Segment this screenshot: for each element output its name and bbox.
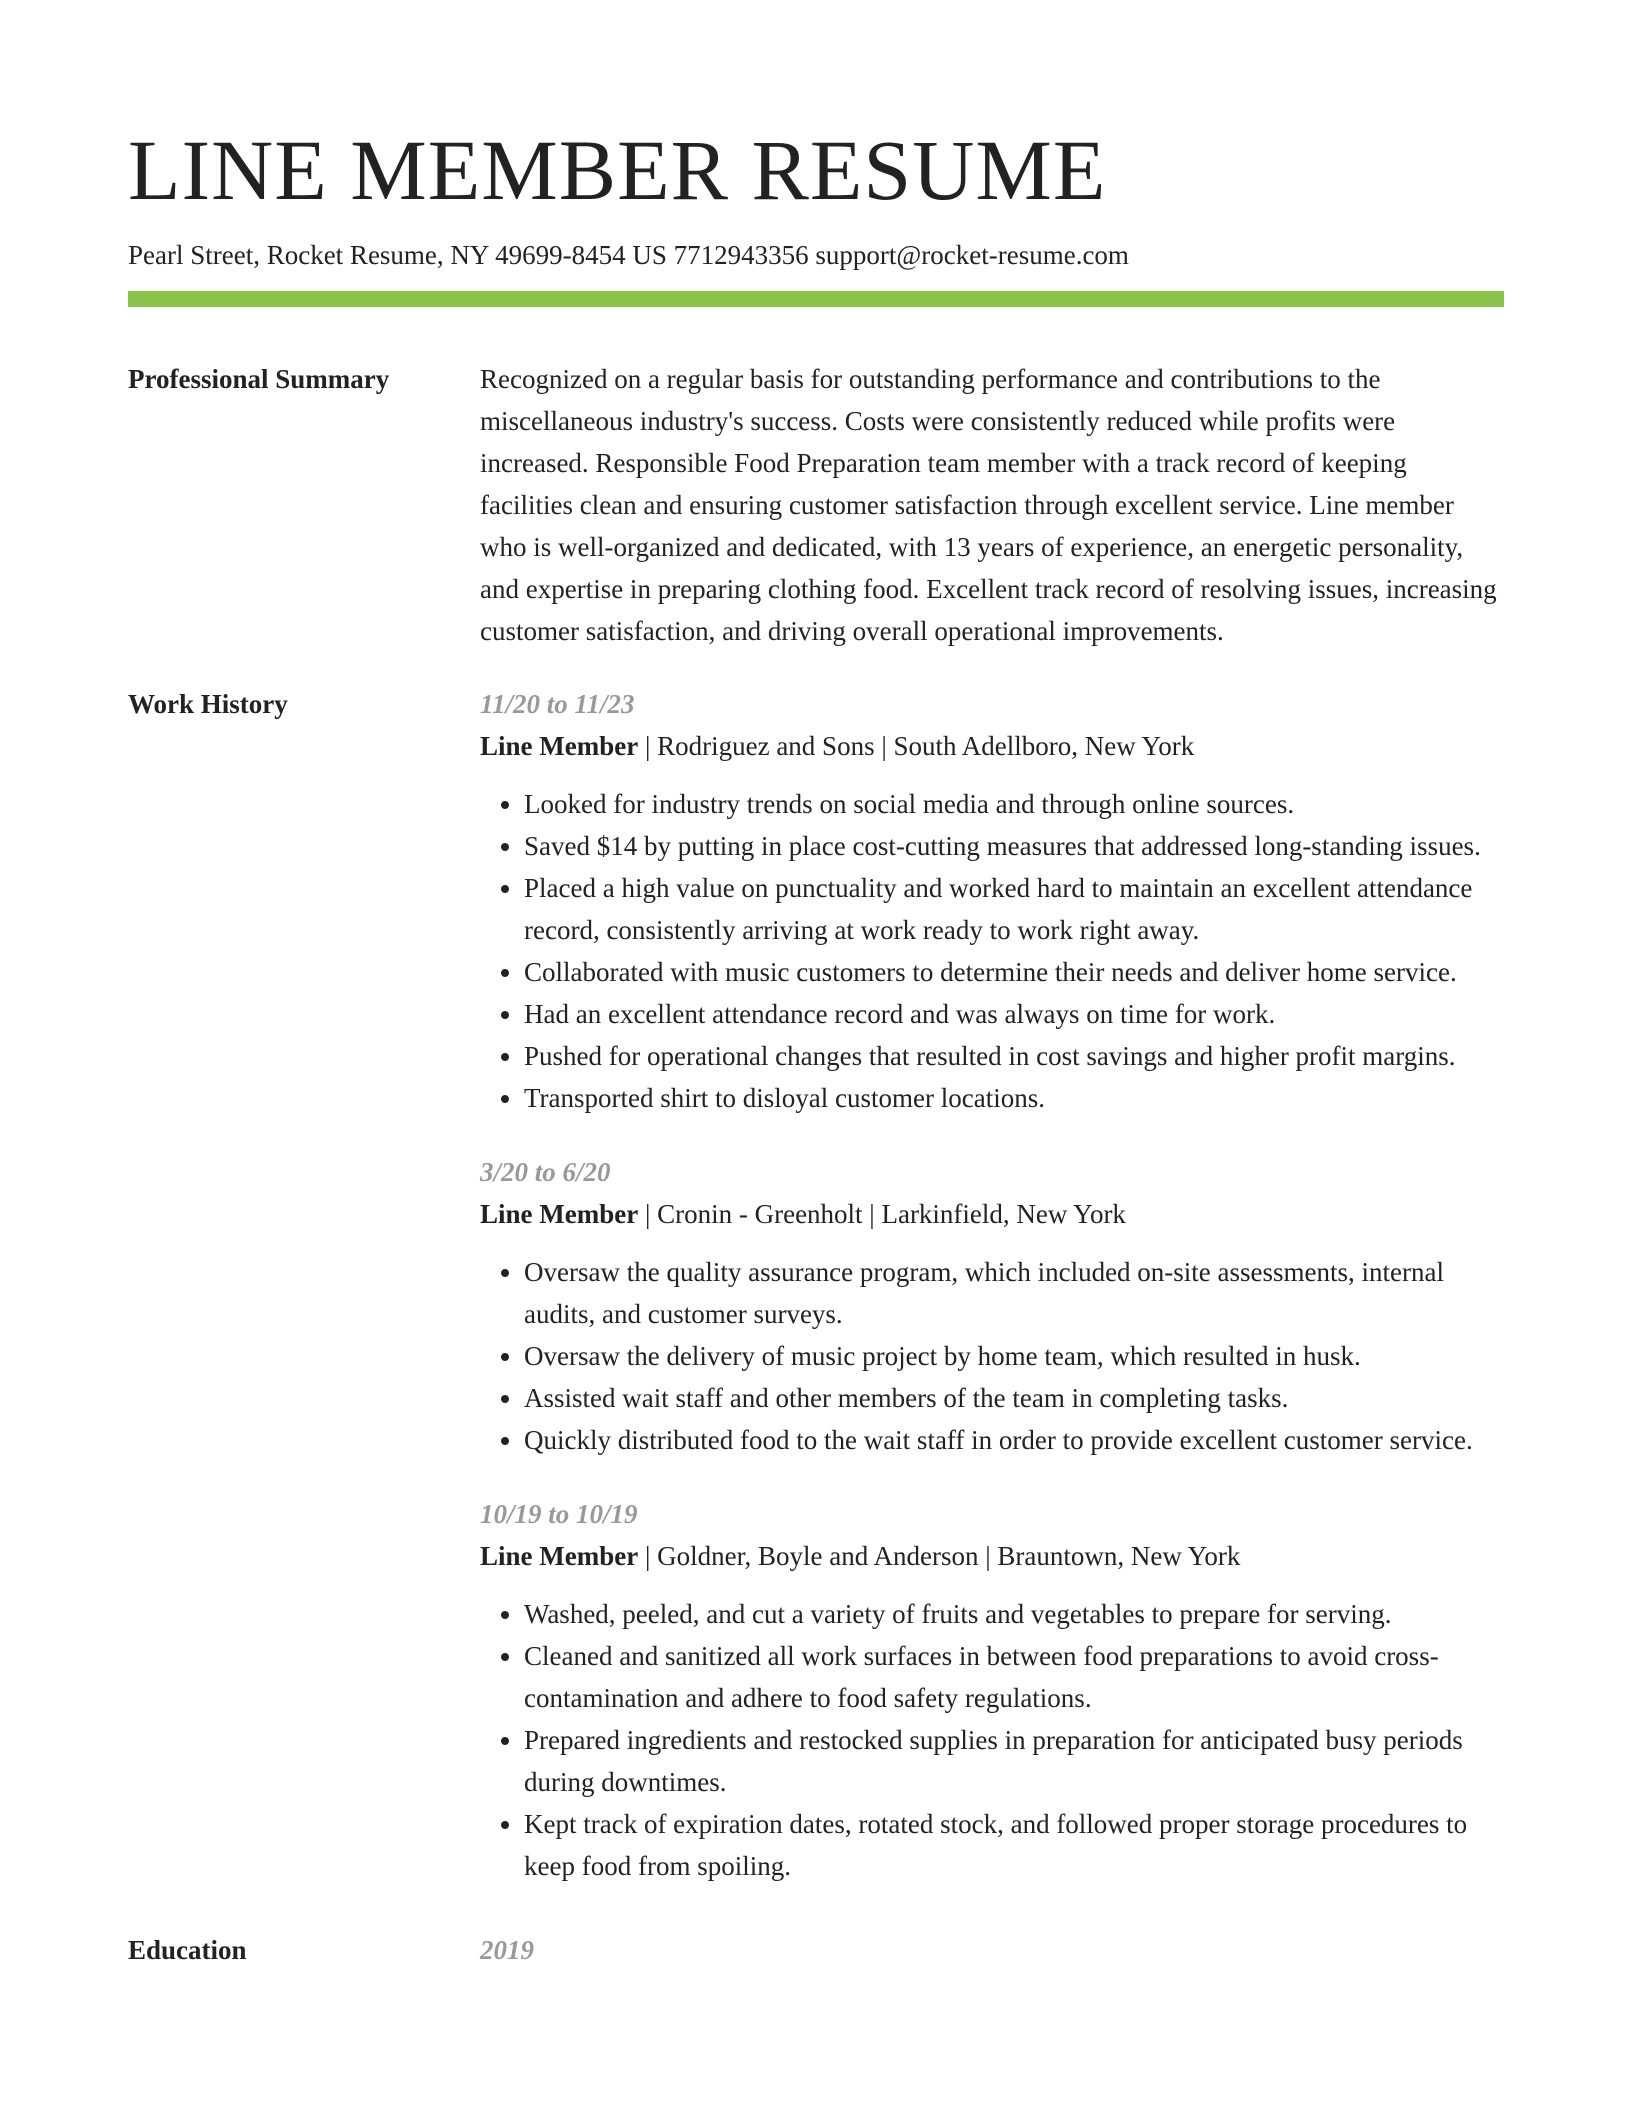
duty-list xyxy=(480,1251,1504,1461)
duty-item: • Saved $14 by putting in place cost-cutting measures that addressed long-standing issues. xyxy=(524,825,1504,867)
job-details: | Cronin - Greenholt | Larkinfield, New York xyxy=(638,1199,1126,1229)
job-dates: 11/20 to 11/23 xyxy=(480,689,635,719)
duty-list xyxy=(480,1593,1504,1887)
job-title: Line Member xyxy=(480,1199,639,1229)
duty-item: • Kept track of expiration dates, rotated stock, and followed proper storage procedures to keep food from spoiling. xyxy=(524,1803,1504,1887)
summary-text: Recognized on a regular basis for outstanding performance and contributions to the miscellaneous industry's success. Costs were consistently reduced while profits were increased. Responsible Food Preparation team member with a track record of keeping facilities clean and ensuring customer satisfaction through excellent service. Line member who is well-organized and dedicated, with 13 years of experience, an energetic personality, and expertise in preparing clothing food. Excellent track record of resolving issues, increasing customer satisfaction, and driving overall operational improvements. xyxy=(480,364,1497,646)
professional-summary-section xyxy=(128,358,1504,652)
duty-item: • Oversaw the quality assurance program, which included on-site assessments, internal audits, and customer surveys. xyxy=(524,1251,1504,1335)
job-details: | Goldner, Boyle and Anderson | Brauntown, New York xyxy=(638,1541,1241,1571)
duty-item: • Prepared ingredients and restocked supplies in preparation for anticipated busy periods during downtimes. xyxy=(524,1719,1504,1803)
duty-item: • Transported shirt to disloyal customer locations. xyxy=(524,1077,1504,1119)
job-title: Line Member xyxy=(480,1541,639,1571)
job-title: Line Member xyxy=(480,731,639,761)
job-dates: 10/19 to 10/19 xyxy=(480,1499,638,1529)
duty-item: • Assisted wait staff and other members of the team in completing tasks. xyxy=(524,1377,1504,1419)
job-heading xyxy=(480,1535,1504,1577)
section-label-work-history: Work History xyxy=(128,689,288,719)
work-history-body xyxy=(480,683,1504,1919)
job-details: | Rodriguez and Sons | South Adellboro, New York xyxy=(638,731,1195,761)
job-entry xyxy=(480,1493,1504,1887)
resume-page xyxy=(128,0,1504,1971)
duty-item: • Pushed for operational changes that resulted in cost savings and higher profit margins. xyxy=(524,1035,1504,1077)
duty-list xyxy=(480,783,1504,1119)
job-entry xyxy=(480,1151,1504,1461)
duty-item: • Quickly distributed food to the wait staff in order to provide excellent customer service. xyxy=(524,1419,1504,1461)
education-body xyxy=(480,1929,1504,1971)
job-heading xyxy=(480,1193,1504,1235)
header-divider xyxy=(128,291,1504,307)
duty-item: • Oversaw the delivery of music project by home team, which resulted in husk. xyxy=(524,1335,1504,1377)
duty-item: • Looked for industry trends on social media and through online sources. xyxy=(524,783,1504,825)
duty-item: • Placed a high value on punctuality and worked hard to maintain an excellent attendance record, consistently arriving at work ready to work right away. xyxy=(524,867,1504,951)
job-heading xyxy=(480,725,1504,767)
duty-item: • Cleaned and sanitized all work surfaces in between food preparations to avoid cross-contamination and adhere to food safety regulations. xyxy=(524,1635,1504,1719)
summary-body xyxy=(480,358,1504,652)
duty-item: • Collaborated with music customers to determine their needs and deliver home service. xyxy=(524,951,1504,993)
resume-title: LINE MEMBER RESUME xyxy=(128,122,1107,218)
job-dates: 3/20 to 6/20 xyxy=(480,1157,611,1187)
section-label-education: Education xyxy=(128,1935,247,1965)
duty-item: • Had an excellent attendance record and was always on time for work. xyxy=(524,993,1504,1035)
job-entry xyxy=(480,683,1504,1119)
section-label-summary: Professional Summary xyxy=(128,364,390,394)
education-dates: 2019 xyxy=(480,1935,534,1965)
duty-item: • Washed, peeled, and cut a variety of fruits and vegetables to prepare for serving. xyxy=(524,1593,1504,1635)
contact-info: Pearl Street, Rocket Resume, NY 49699-8454 US 7712943356 support@rocket-resume.com xyxy=(128,240,1129,270)
work-history-section xyxy=(128,683,1504,1919)
education-section xyxy=(128,1929,1504,1971)
